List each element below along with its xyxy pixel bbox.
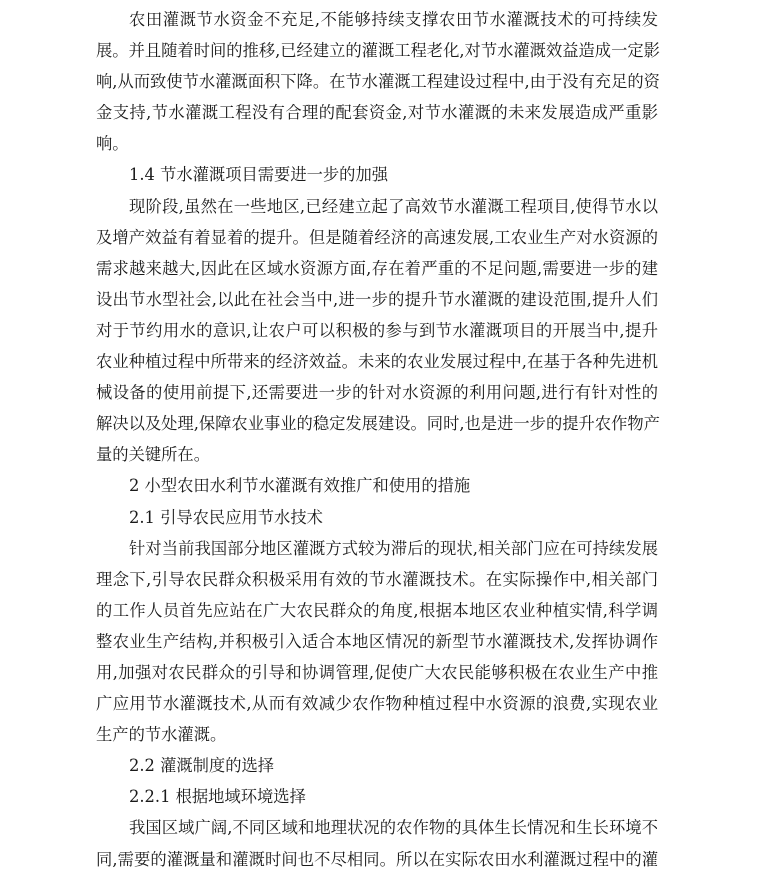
section-heading: 1.4 节水灌溉项目需要进一步的加强 — [129, 165, 389, 185]
text-line: 农业种植过程中所带来的经济效益。未来的农业发展过程中,在基于各种先进机 — [96, 352, 658, 372]
text-line: 农田灌溉节水资金不充足,不能够持续支撑农田节水灌溉技术的可持续发 — [129, 10, 658, 29]
section-heading: 2.2 灌溉制度的选择 — [129, 756, 275, 776]
text-line: 整农业生产结构,并积极引入适合本地区情况的新型节水灌溉技术,发挥协调作 — [96, 631, 658, 651]
text-line: 对于节约用水的意识,让农户可以积极的参与到节水灌溉项目的开展当中,提升 — [96, 320, 658, 340]
text-line: 设出节水型社会,以此在社会当中,进一步的提升节水灌溉的建设范围,提升人们 — [96, 289, 658, 309]
body-paragraph — [96, 4, 658, 159]
text-line: 同,需要的灌溉量和灌溉时间也不尽相同。所以在实际农田水利灌溉过程中的灌 — [96, 849, 658, 869]
text-line: 用,加强对农民群众的引导和协调管理,促使广大农民能够积极在农业生产中推 — [96, 662, 658, 682]
text-line: 响。 — [96, 134, 129, 154]
text-line: 针对当前我国部分地区灌溉方式较为滞后的现状,相关部门应在可持续发展 — [129, 538, 658, 558]
text-line: 理念下,引导农民群众积极采用有效的节水灌溉技术。在实际操作中,相关部门 — [96, 569, 658, 589]
body-paragraph — [96, 191, 658, 471]
text-line: 响,从而致使节水灌溉面积下降。在节水灌溉工程建设过程中,由于没有充足的资 — [96, 72, 660, 92]
text-line: 生产的节水灌溉。 — [96, 725, 227, 745]
text-line: 金支持,节水灌溉工程没有合理的配套资金,对节水灌溉的未来发展造成严重影 — [96, 103, 658, 123]
text-line: 展。并且随着时间的推移,已经建立的灌溉工程老化,对节水灌溉效益造成一定影 — [96, 41, 660, 61]
text-line: 的工作人员首先应站在广大农民群众的角度,根据本地区农业种植实情,科学调 — [96, 600, 658, 620]
text-line: 广应用节水灌溉技术,从而有效减少农作物种植过程中水资源的浪费,实现农业 — [96, 694, 658, 714]
text-line: 现阶段,虽然在一些地区,已经建立起了高效节水灌溉工程项目,使得节水以 — [129, 196, 658, 216]
text-line: 械设备的使用前提下,还需要进一步的针对水资源的利用问题,进行有针对性的 — [96, 383, 658, 403]
body-paragraph — [96, 533, 658, 751]
text-line: 需求越来越大,因此在区域水资源方面,存在着严重的不足问题,需要进一步的建 — [96, 258, 658, 278]
section-heading: 2 小型农田水利节水灌溉有效推广和使用的措施 — [129, 476, 471, 496]
text-line: 解决以及处理,保障农业事业的稳定发展建设。同时,也是进一步的提升农作物产 — [96, 414, 660, 434]
body-paragraph — [96, 812, 658, 874]
document-page — [96, 4, 658, 875]
text-line: 量的关键所在。 — [96, 445, 210, 465]
text-line: 我国区域广阔,不同区域和地理状况的农作物的具体生长情况和生长环境不 — [129, 818, 658, 838]
section-heading: 2.2.1 根据地域环境选择 — [129, 787, 306, 807]
section-heading: 2.1 引导农民应用节水技术 — [129, 507, 323, 527]
text-line: 及增产效益有着显着的提升。但是随着经济的高速发展,工农业生产对水资源的 — [96, 227, 658, 247]
